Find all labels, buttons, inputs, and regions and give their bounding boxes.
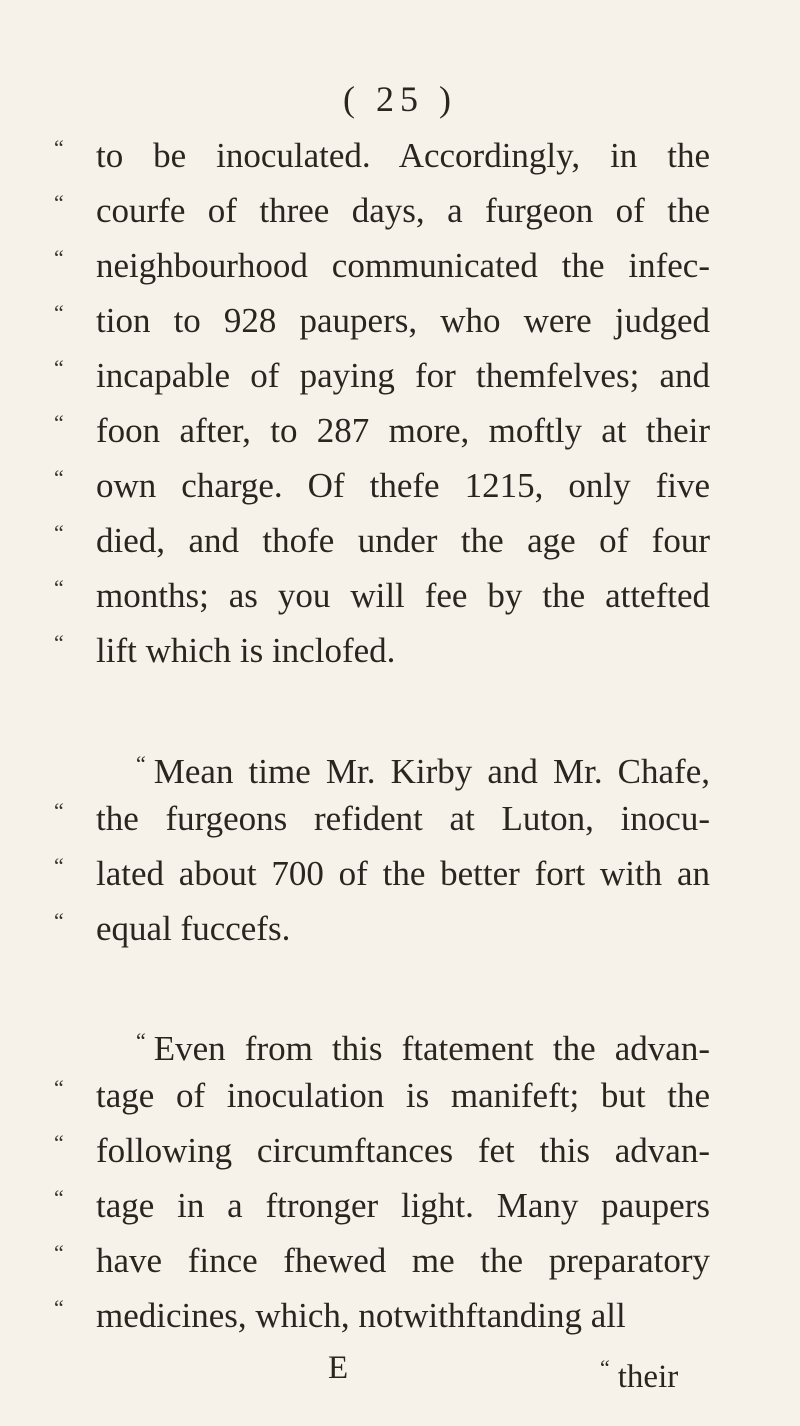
catchword-text: their (617, 1359, 679, 1395)
quote-mark: “ (54, 465, 64, 490)
line-text (96, 183, 710, 239)
quote-mark: “ (54, 300, 64, 325)
quote-mark: “ (54, 1295, 64, 1320)
line-text (96, 458, 710, 514)
quote-mark: “ (54, 798, 64, 823)
text-line (0, 568, 800, 624)
line-content: own charge. Of thefe 1215, only five (96, 466, 710, 505)
text-line (0, 791, 800, 847)
line-text (96, 846, 710, 902)
line-text (96, 1123, 710, 1179)
line-text (96, 128, 710, 184)
line-text (96, 623, 710, 679)
line-content: months; as you will fee by the attefted (96, 576, 710, 615)
line-content: tage of inoculation is manifeft; but the (96, 1076, 710, 1115)
text-line (0, 238, 800, 294)
text-line (0, 846, 800, 902)
line-content: incapable of paying for themfelves; and (96, 356, 710, 395)
quote-mark: “ (54, 520, 64, 545)
line-content: medicines, which, notwithftanding all (96, 1296, 626, 1335)
quote-mark: “ (54, 245, 64, 270)
line-content: foon after, to 287 more, moftly at their (96, 411, 710, 450)
text-line (0, 403, 800, 459)
text-line (0, 458, 800, 514)
text-line (0, 128, 800, 184)
quote-mark: “ (54, 410, 64, 435)
text-line (0, 513, 800, 569)
line-content: have fince fhewed me the preparatory (96, 1241, 710, 1280)
quote-mark: “ (54, 630, 64, 655)
line-content: following circumftances fet this advan- (96, 1131, 710, 1170)
quote-mark: “ (54, 355, 64, 380)
line-text (96, 513, 710, 569)
text-line (0, 348, 800, 404)
line-content: the furgeons refident at Luton, inocu- (96, 799, 710, 838)
line-content: died, and thofe under the age of four (96, 521, 710, 560)
line-content: to be inoculated. Accordingly, in the (96, 136, 710, 175)
line-content: neighbourhood communicated the infec- (96, 246, 710, 285)
line-content: lated about 700 of the better fort with an (96, 854, 710, 893)
text-line (0, 623, 800, 679)
line-text (96, 1288, 710, 1344)
line-content: courfe of three days, a furgeon of the (96, 191, 710, 230)
line-text (96, 791, 710, 847)
line-text (96, 293, 710, 349)
line-text (96, 1068, 710, 1124)
line-content: tion to 928 paupers, who were judged (96, 301, 710, 340)
quote-mark: “ (54, 1130, 64, 1155)
quote-mark: “ (54, 1240, 64, 1265)
line-content: tage in a ftronger light. Many paupers (96, 1186, 710, 1225)
quote-mark: “ (600, 1355, 610, 1380)
catchword (600, 1340, 678, 1405)
line-text (96, 1233, 710, 1289)
quote-mark: “ (54, 135, 64, 160)
text-line (0, 1233, 800, 1289)
line-content: equal fuccefs. (96, 909, 291, 948)
text-line (0, 736, 800, 792)
quote-mark: “ (54, 1185, 64, 1210)
text-line (0, 293, 800, 349)
line-text (96, 901, 710, 957)
text-line (0, 1013, 800, 1069)
text-line (0, 1068, 800, 1124)
text-line (0, 1123, 800, 1179)
line-text (96, 568, 710, 624)
text-line (0, 1288, 800, 1344)
quote-mark: “ (54, 853, 64, 878)
quote-mark: “ (54, 190, 64, 215)
quote-mark: “ (136, 751, 146, 776)
line-content: lift which is inclofed. (96, 631, 396, 670)
page-number: ( 25 ) (343, 79, 457, 119)
text-line (0, 901, 800, 957)
signature-mark: E (328, 1350, 349, 1386)
line-text (96, 403, 710, 459)
line-text (96, 238, 710, 294)
page-footer (0, 1340, 800, 1396)
quote-mark: “ (54, 575, 64, 600)
text-line (0, 183, 800, 239)
text-line (0, 1178, 800, 1234)
line-text (96, 1178, 710, 1234)
line-content: Even from this ftatement the advan- (153, 1029, 710, 1068)
line-content: Mean time Mr. Kirby and Mr. Chafe, (153, 752, 710, 791)
quote-mark: “ (54, 1075, 64, 1100)
line-text (96, 348, 710, 404)
quote-mark: “ (136, 1028, 146, 1053)
quote-mark: “ (54, 908, 64, 933)
